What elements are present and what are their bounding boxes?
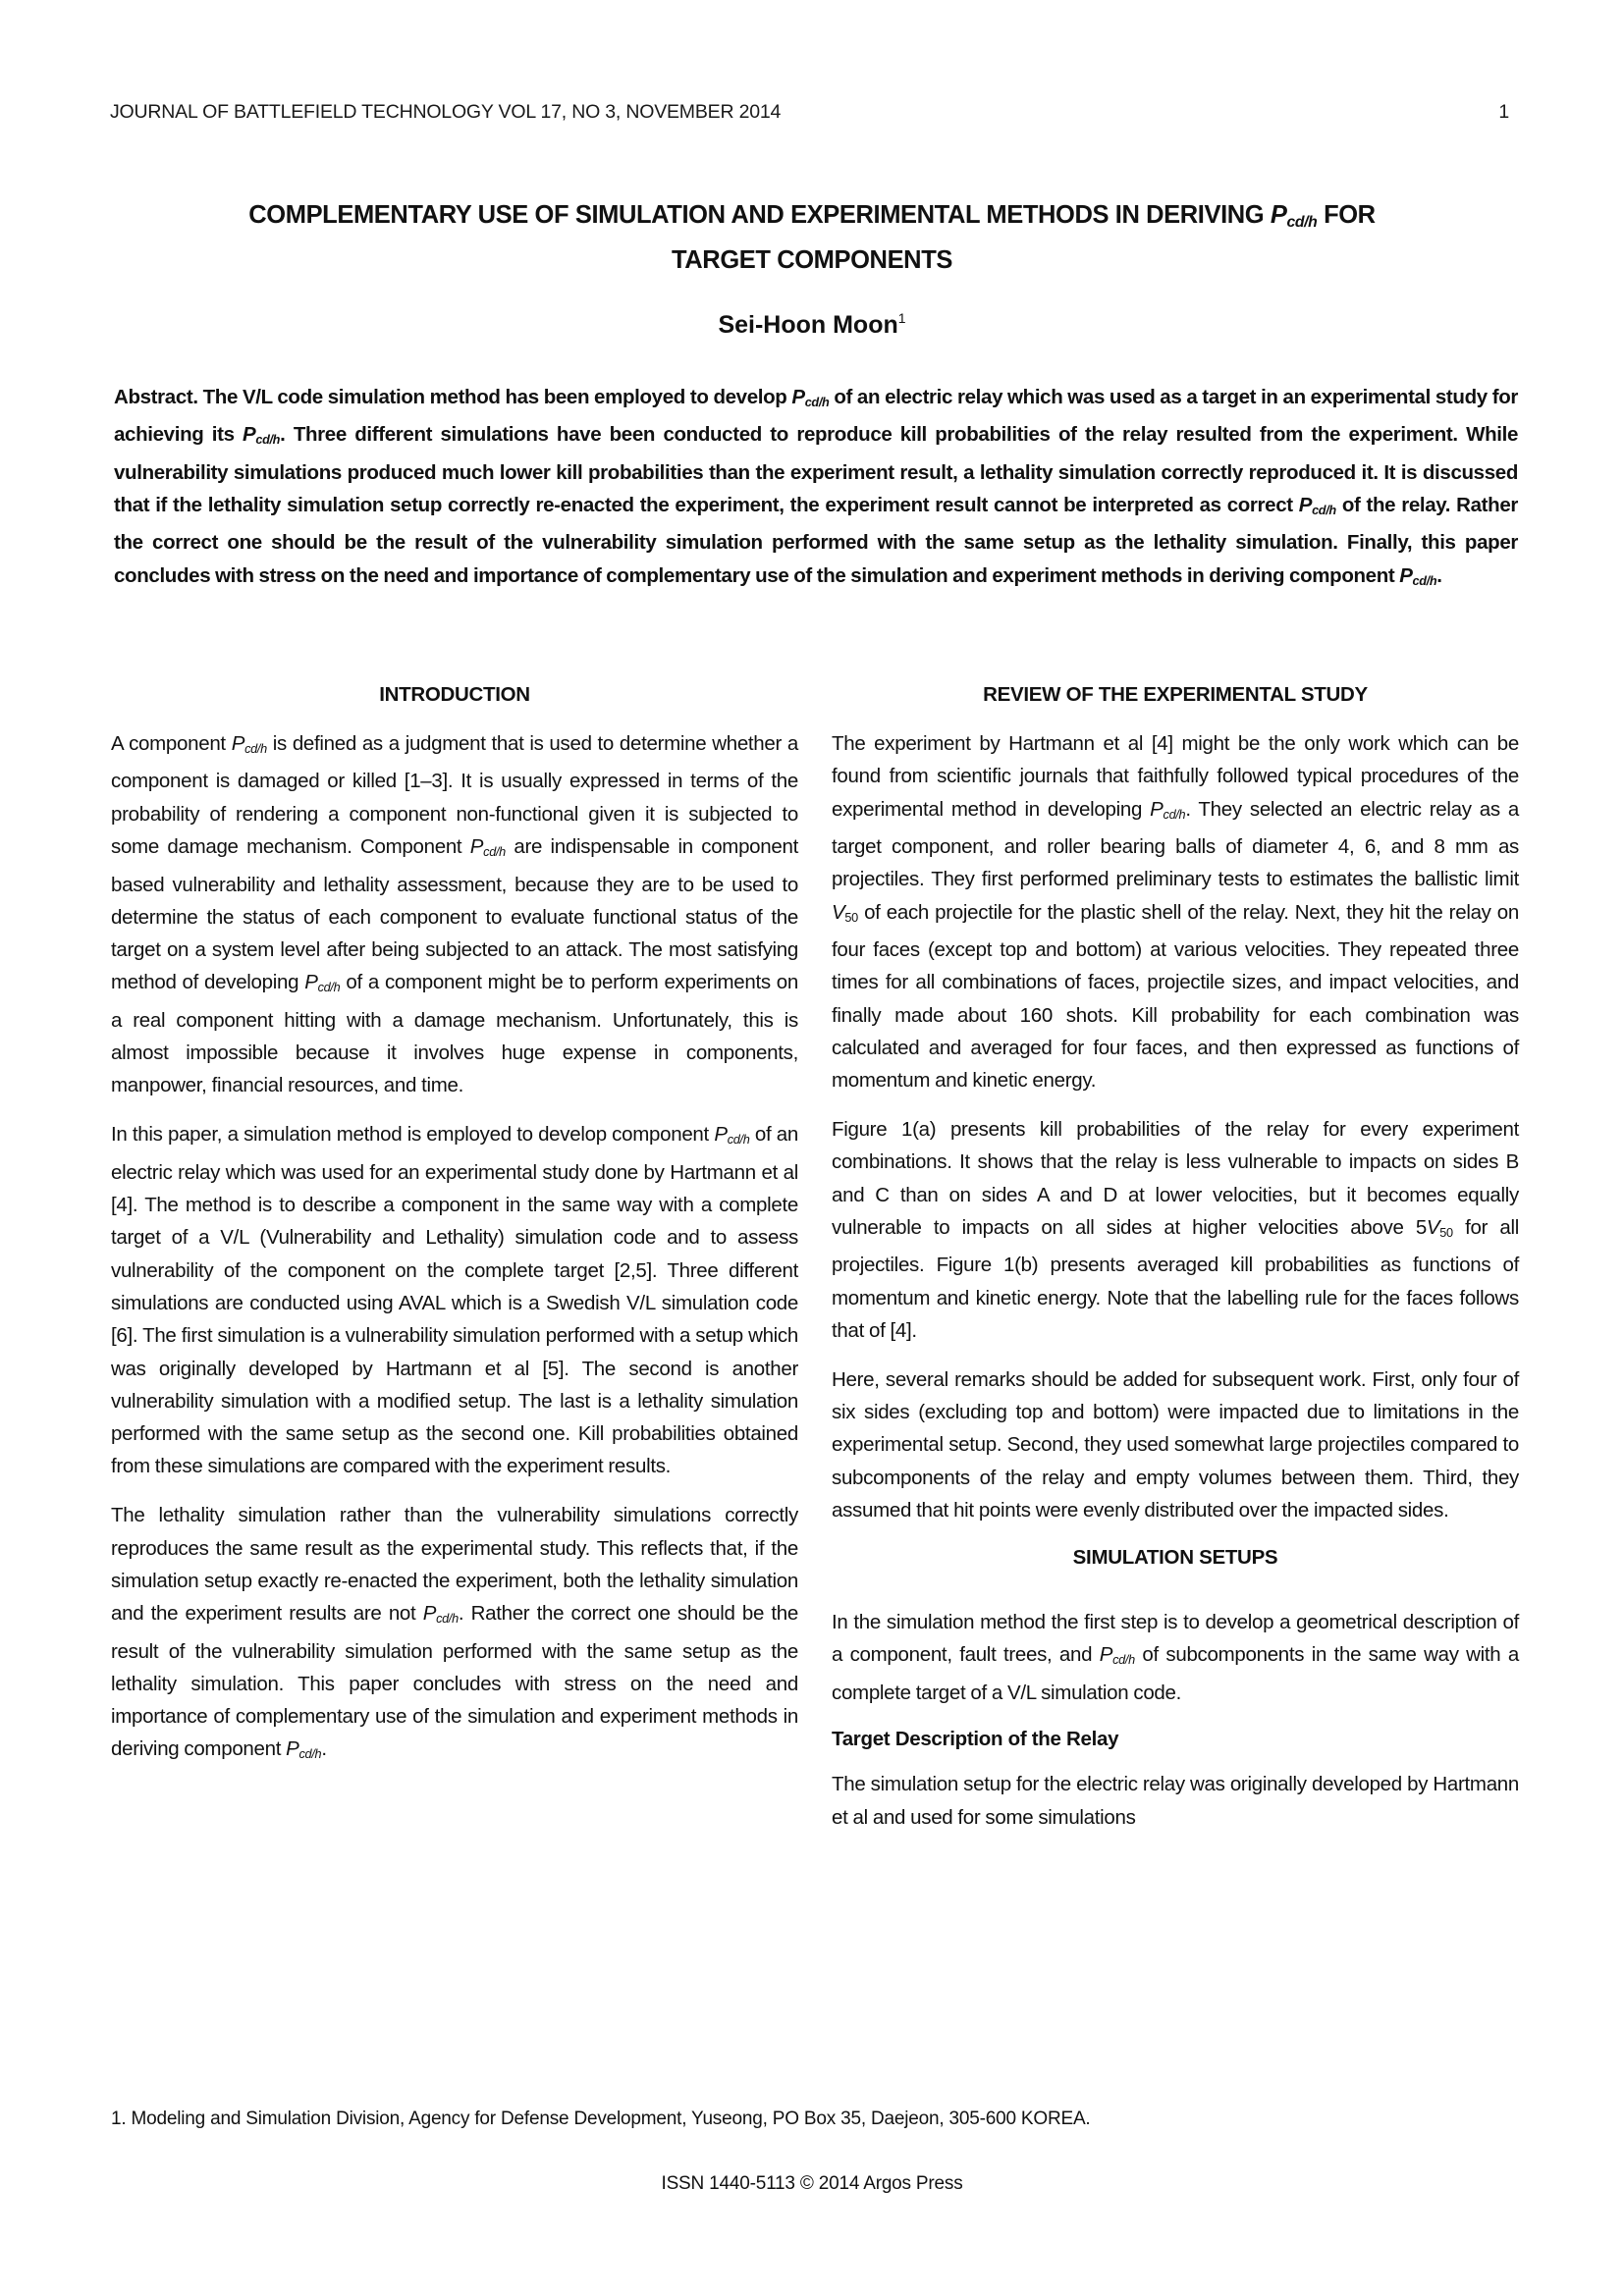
body-paragraph: Here, several remarks should be added for subsequent work. First, only four of six sides (excluding top and bottom) were impacted due to limitations in the experimental setup. Second, they used somewhat large projectiles compared to subcomponents of the relay and empty volumes between them. Third, they assumed that hit points were evenly distributed over the impacted sides. bbox=[832, 1367, 1519, 1522]
body-paragraph: In the simulation method the first step is to develop a geometrical description of a component, fault trees, and $P_{cd/h}$ of subcomponents in the same way with a complete target of a V/L simulation code. bbox=[832, 1610, 1519, 1704]
math-symbol: $P_{cd/h}$ bbox=[1298, 493, 1336, 518]
page-number: 1 bbox=[1498, 101, 1509, 123]
math-symbol: $P_{cd/h}$ bbox=[1099, 1643, 1135, 1668]
math-symbol: $P_{cd/h}$ bbox=[243, 423, 281, 448]
journal-title: JOURNAL OF BATTLEFIELD TECHNOLOGY VOL 17, NO 3, NOVEMBER 2014 bbox=[110, 101, 782, 123]
body-paragraph: The lethality simulation rather than the vulnerability simulations correctly reproduces the same result as the experimental study. This reflects that, if the simulation setup exactly re-enacted the experiment, both the lethality simulation and the experiment results are not $P_{cd/h}$. Rather the correct one should be the result of the vulnerability simulation performed with the same setup as the lethality simulation. This paper concludes with stress on the need and importance of complementary use of the simulation and experiment methods in deriving component $P_{cd/h}$. bbox=[111, 1504, 798, 1762]
math-symbol: $P_{cd/h}$ bbox=[422, 1602, 459, 1627]
math-symbol: $P_{cd/h}$ bbox=[469, 835, 506, 860]
right-column bbox=[832, 680, 1519, 1850]
math-symbol: $P_{cd/h}$ bbox=[714, 1123, 750, 1148]
running-header bbox=[110, 101, 1509, 124]
left-column bbox=[111, 680, 798, 1787]
math-symbol: $P_{cd/h}$ bbox=[231, 732, 267, 757]
body-paragraph: A component $P_{cd/h}$ is defined as a judgment that is used to determine whether a component is damaged or killed [1–3]. It is usually expressed in terms of the probability of rendering a component non-functional given it is subjected to some damage mechanism. Component $P_{cd/h}$ are indispensable in component based vulnerability and lethality assessment, because they are to be used to determine the status of each component to evaluate functional status of the target on a system level after being subjected to an attack. The most satisfying method of developing $P_{cd/h}$ of a component might be to perform experiments on a real component hitting with a damage mechanism. Unfortunately, this is almost impossible because it involves huge expense in components, manpower, financial resources, and time. bbox=[111, 732, 799, 1097]
section-heading: SIMULATION SETUPS bbox=[1072, 1545, 1278, 1569]
math-symbol: $P_{cd/h}$ bbox=[1270, 201, 1318, 231]
author-name: Sei-Hoon Moon bbox=[718, 311, 898, 339]
affiliation-mark: 1 bbox=[897, 310, 906, 326]
math-symbol: $P_{cd/h}$ bbox=[1150, 797, 1186, 822]
math-symbol: $P_{cd/h}$ bbox=[286, 1737, 322, 1762]
math-symbol: $P_{cd/h}$ bbox=[791, 386, 830, 410]
math-symbol: $P_{cd/h}$ bbox=[304, 971, 341, 995]
issn-footer: ISSN 1440-5113 © 2014 Argos Press bbox=[661, 2173, 963, 2194]
body-paragraph: The simulation setup for the electric relay was originally developed by Hartmann et al and used for some simulations bbox=[832, 1773, 1519, 1829]
footnote: 1. Modeling and Simulation Division, Agency for Defense Development, Yuseong, PO Box 35, Daejeon, 305-600 KOREA. bbox=[111, 2109, 1091, 2129]
abstract: Abstract. The V/L code simulation method has been employed to develop $P_{cd/h}$ of an electric relay which was used as a target in an experimental study for achieving its $P_{cd/h}$. Three different simulations have been conducted to reproduce kill probabilities of the relay resulted from the experiment. While vulnerability simulations produced much lower kill probabilities than the experiment result, a lethality simulation correctly reproduced it. It is discussed that if the lethality simulation setup correctly re-enacted the experiment, the experiment result cannot be interpreted as correct $P_{cd/h}$ of the relay. Rather the correct one should be the result of the vulnerability simulation performed with the same setup as the lethality simulation. Finally, this paper concludes with stress on the need and importance of complementary use of the simulation and experiment methods in deriving component $P_{cd/h}$. bbox=[114, 386, 1519, 588]
math-symbol: $P_{cd/h}$ bbox=[1399, 563, 1437, 588]
body-paragraph: In this paper, a simulation method is employed to develop component $P_{cd/h}$ of an electric relay which was used for an experimental study done by Hartmann et al [4]. The method is to describe a component in the same way with a complete target of a V/L (Vulnerability and Lethality) simulation code and to assess vulnerability of the component on the complete target [2,5]. Three different simulations are conducted using AVAL which is a Swedish V/L simulation code [6]. The first simulation is a vulnerability simulation performed with a setup which was originally developed by Hartmann et al [5]. The second is another vulnerability simulation with a modified setup. The last is a lethality simulation performed with the same setup as the second one. Kill probabilities obtained from these simulations are compared with the experiment results. bbox=[111, 1123, 798, 1478]
body-paragraph: The experiment by Hartmann et al [4] might be the only work which can be found from scientific journals that faithfully followed typical procedures of the experimental method in developing $P_{cd/h}$. They selected an electric relay as a target component, and roller bearing balls of diameter 4, 6, and 8 mm as projectiles. They first performed preliminary tests to estimates the ballistic limit $V_{50}$ of each projectile for the plastic shell of the relay. Next, they hit the relay on four faces (except top and bottom) at various velocities. They repeated three times for all combinations of faces, projectile sizes, and impact velocities, and finally made about 160 shots. Kill probability for each combination was calculated and averaged for four faces, and then expressed as functions of momentum and kinetic energy. bbox=[832, 732, 1519, 1093]
math-symbol: $V_{50}$ bbox=[832, 900, 858, 925]
paper-title: COMPLEMENTARY USE OF SIMULATION AND EXPERIMENTAL METHODS IN DERIVING $P_{cd/h}$ FOR TARGET COMPONENTS bbox=[248, 201, 1376, 274]
section-heading: INTRODUCTION bbox=[379, 683, 530, 706]
body-paragraph: Figure 1(a) presents kill probabilities of the relay for every experiment combinations. It shows that the relay is less vulnerable to impacts on sides B and C than on sides A and D at lower velocities, but it becomes equally vulnerable to impacts on all sides at higher velocities above $5V_{50}$ for all projectiles. Figure 1(b) presents averaged kill probabilities as functions of momentum and kinetic energy. Note that the labelling rule for the faces follows that of [4]. bbox=[832, 1118, 1519, 1343]
section-heading: REVIEW OF THE EXPERIMENTAL STUDY bbox=[983, 683, 1368, 706]
subsection-heading: Target Description of the Relay bbox=[832, 1728, 1119, 1751]
math-symbol: $V_{50}$ bbox=[1426, 1216, 1453, 1241]
author-line bbox=[137, 310, 1487, 340]
